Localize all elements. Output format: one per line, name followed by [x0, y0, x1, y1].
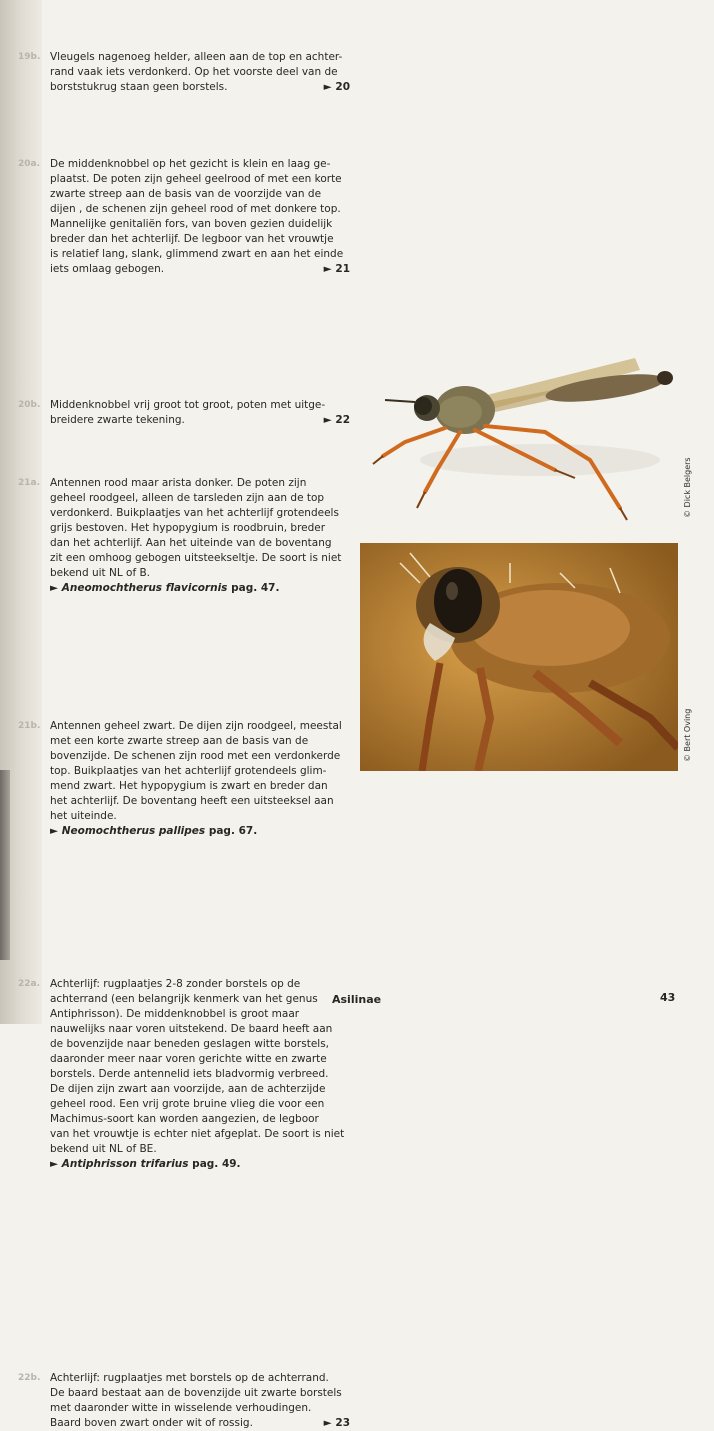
key-line: De baard bestaat aan de bovenzijde uit zwarte borstels — [50, 1387, 342, 1399]
key-line: Mannelijke genitaliën fors, van boven gezien duidelijk — [50, 218, 333, 230]
key-line: verdonkerd. Buikplaatjes van het achterlijf grotendeels — [50, 507, 339, 519]
key-line: De dijen zijn zwart aan voorzijde, aan de achterzijde — [50, 1083, 326, 1095]
page-number: 43 — [660, 991, 676, 1004]
key-line: bekend uit NL of B. — [50, 567, 151, 579]
key-line: rand vaak iets verdonkerd. Op het voorste deel van de — [50, 66, 338, 78]
key-couplet-19b: 19b. Vleugels nagenoeg helder, alleen aan de top en achter- rand vaak iets verdonkerd. Op het voorste deel van de ► 20 borststukrug staan geen borstels. — [18, 51, 350, 93]
key-line: zit een omhoog gebogen uitsteekseltje. De soort is niet — [50, 552, 342, 564]
key-line: plaatst. De poten zijn geheel geelrood of met een korte — [50, 173, 342, 185]
key-line: borststukrug staan geen borstels. — [50, 81, 228, 93]
robber-fly-closeup-illustration — [360, 543, 678, 771]
robber-fly-closeup-photo — [360, 543, 678, 771]
key-line: Achterlijf: rugplaatjes met borstels op de achterrand. — [50, 1372, 329, 1384]
key-line: Baard boven zwart onder wit of rossig. — [50, 1417, 253, 1429]
key-line: borstels. Derde antennelid iets bladvormig verbreed. — [50, 1068, 329, 1080]
key-line: bekend uit NL of BE. — [50, 1143, 157, 1155]
key-line: bovenzijde. De schenen zijn rood met een verdonkerde — [50, 750, 341, 762]
key-line: breidere zwarte tekening. — [50, 414, 185, 426]
key-couplet-20b: 20b. Middenknobbel vrij groot tot groot, poten met uitge- ► 22 breidere zwarte tekening. — [18, 399, 350, 426]
key-couplet-22a: 22a. Achterlijf: rugplaatjes 2-8 zonder borstels op de achterrand (een belangrijk kenmerk van het genus Antiphrisson). De middenknobbel is groot maar nauwelijks naar voren uitstekend. De baard heeft aan de bovenzijde naar beneden geslagen witte borstels, daaronder meer naar voren gerichte witte en zwarte borstels. Derde antennelid iets bladvormig verbreed. De dijen zijn zwart aan voorzijde, aan de achterzijde geheel rood. Een vrij grote bruine vlieg die voor een Machimus-soort kan worden aangezien, de legboor van het vrouwtje is echter niet afgeplat. De soort is niet bekend uit NL of BE. ► Antiphrisson trifarius pag. 49. — [50, 977, 350, 1172]
key-line: met een korte zwarte streep aan de basis van de — [50, 735, 309, 747]
key-line: zwarte streep aan de basis van de voorzijde van de — [50, 188, 322, 200]
section-title: Asilinae — [332, 993, 382, 1006]
key-line: top. Buikplaatjes van het achterlijf grotendeels glim- — [50, 765, 327, 777]
key-line: geheel rood. Een vrij grote bruine vlieg die voor een — [50, 1098, 325, 1110]
key-line: nauwelijks naar voren uitstekend. De baard heeft aan — [50, 1023, 333, 1035]
key-line: Middenknobbel vrij groot tot groot, poten met uitge- — [50, 399, 326, 411]
key-couplet-21b: 21b. Antennen geheel zwart. De dijen zijn roodgeel, meestal met een korte zwarte streep aan de basis van de bovenzijde. De schenen zijn rood met een verdonkerde top. Buikplaatjes van het achterlijf grotendeels glim- mend zwart. Het hypopygium is zwart en breder dan het achterlijf. De boventang heeft een uitsteeksel aan het uiteinde. ► Neomochtherus pallipes pag. 67. — [50, 719, 350, 839]
photo-credit: © Dick Belgers — [683, 457, 692, 518]
key-line: De middenknobbel op het gezicht is klein en laag ge- — [50, 158, 331, 170]
robber-fly-side-photo — [365, 340, 675, 530]
book-edge — [0, 770, 10, 960]
key-lead[interactable]: ► 21 — [323, 263, 350, 275]
key-line: Vleugels nagenoeg helder, alleen aan de top en achter- — [50, 51, 343, 63]
robber-fly-illustration — [365, 340, 675, 530]
species-result[interactable]: ► Neomochtherus pallipes pag. 67. — [50, 825, 258, 837]
key-couplet-22b: 22b. Achterlijf: rugplaatjes met borstels op de achterrand. De baard bestaat aan de bovenzijde uit zwarte borstels met daaronder witte in wisselende verhoudingen. ► 23 Baard boven zwart onder wit of rossig. — [18, 1372, 350, 1429]
key-line: breder dan het achterlijf. De legboor van het vrouwtje — [50, 233, 334, 245]
key-line: de bovenzijde naar beneden geslagen witte borstels, — [50, 1038, 330, 1050]
key-line: het uiteinde. — [50, 810, 117, 822]
key-line: is relatief lang, slank, glimmend zwart en aan het einde — [50, 248, 344, 260]
key-line: Antiphrisson). De middenknobbel is groot maar — [50, 1008, 300, 1020]
key-line: Antennen geheel zwart. De dijen zijn roodgeel, meestal — [50, 720, 342, 732]
key-couplet-21a: 21a. Antennen rood maar arista donker. De poten zijn geheel roodgeel, alleen de tarsleden zijn aan de top verdonkerd. Buikplaatjes van het achterlijf grotendeels grijs bestoven. Het hypopygium is roodbruin, breder dan het achterlijf. Aan het uiteinde van de boventang zit een omhoog gebogen uitsteekseltje. De soort is niet bekend uit NL of B. ► Aneomochtherus flavicornis pag. 47. — [50, 476, 350, 596]
key-line: van het vrouwtje is echter niet afgeplat. De soort is niet — [50, 1128, 345, 1140]
key-line: dijen , de schenen zijn geheel rood of met donkere top. — [50, 203, 341, 215]
key-couplet-20a: 20a. De middenknobbel op het gezicht is klein en laag ge- plaatst. De poten zijn geheel geelrood of met een korte zwarte streep aan de basis van de voorzijde van de dijen , de schenen zijn geheel rood of met donkere top. Mannelijke genitaliën fors, van boven gezien duidelijk breder dan het achterlijf. De legboor van het vrouwtje is relatief lang, slank, glimmend zwart en aan het einde ► 21 iets omlaag gebogen. — [18, 158, 350, 275]
key-lead[interactable]: ► 20 — [323, 81, 350, 93]
key-lead[interactable]: ► 22 — [323, 414, 350, 426]
key-line: met daaronder witte in wisselende verhoudingen. — [50, 1402, 312, 1414]
key-line: dan het achterlijf. Aan het uiteinde van de boventang — [50, 537, 332, 549]
key-lead[interactable]: ► 23 — [323, 1417, 350, 1429]
species-result[interactable]: ► Aneomochtherus flavicornis pag. 47. — [50, 582, 280, 594]
key-line: Machimus-soort kan worden aangezien, de legboor — [50, 1113, 319, 1125]
key-line: mend zwart. Het hypopygium is zwart en breder dan — [50, 780, 328, 792]
key-line: iets omlaag gebogen. — [50, 263, 165, 275]
photo-credit: © Bert Oving — [683, 708, 692, 762]
species-result[interactable]: ► Antiphrisson trifarius pag. 49. — [50, 1158, 241, 1170]
key-line: Achterlijf: rugplaatjes 2-8 zonder borstels op de — [50, 978, 301, 990]
key-line: daaronder meer naar voren gerichte witte en zwarte — [50, 1053, 327, 1065]
key-line: achterrand (een belangrijk kenmerk van het genus — [50, 993, 318, 1005]
key-line: grijs bestoven. Het hypopygium is roodbruin, breder — [50, 522, 326, 534]
key-line: Antennen rood maar arista donker. De poten zijn — [50, 477, 307, 489]
key-line: het achterlijf. De boventang heeft een uitsteeksel aan — [50, 795, 334, 807]
key-line: geheel roodgeel, alleen de tarsleden zijn aan de top — [50, 492, 325, 504]
